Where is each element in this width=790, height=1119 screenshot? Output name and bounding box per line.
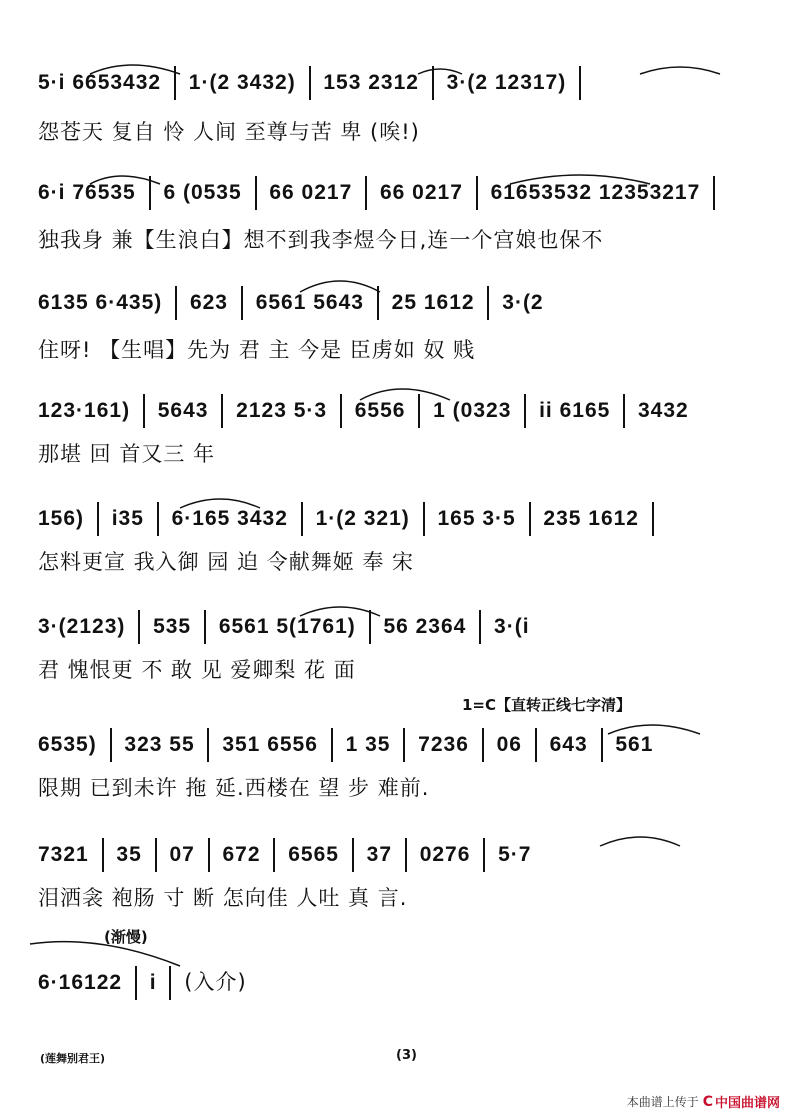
- measure: 07: [169, 842, 195, 866]
- page-number: (3): [396, 1048, 417, 1063]
- measure: 7236: [418, 732, 469, 756]
- lyric-line: 限期 已到未许 拖 延.西楼在 望 步 难前.: [38, 776, 430, 800]
- measure: 25 1612: [391, 290, 475, 314]
- measure: 66 0217: [269, 180, 353, 204]
- logo-mark-icon: C: [702, 1093, 713, 1110]
- measure: 165 3·5: [437, 506, 516, 530]
- measure: 6·16122: [38, 971, 123, 994]
- brand-name: 中国曲谱网: [714, 1096, 780, 1111]
- footer-title: (莲舞别君王): [40, 1052, 106, 1065]
- lyric-line: 君 愧恨更 不 敢 见 爱卿梨 花 面: [38, 658, 356, 682]
- lyric-line: 怎料更宣 我入御 园 迫 令献舞姬 奉 宋: [38, 550, 415, 574]
- measure: 1 (0323: [433, 398, 512, 422]
- measure: 535: [153, 614, 192, 638]
- measure: 35: [116, 842, 142, 866]
- measure: 5·7: [498, 842, 532, 866]
- measure: 235 1612: [543, 506, 639, 530]
- lyric-line: 那堪 回 首又三 年: [38, 442, 216, 466]
- measure: 643: [549, 732, 588, 756]
- measure: 156): [38, 506, 85, 530]
- measure: 37: [366, 842, 392, 866]
- lyric-line: 泪洒衾 袍肠 寸 断 怎向佳 人吐 真 言.: [38, 886, 408, 910]
- measure: 1·(2 3432): [188, 70, 296, 94]
- measure: 351 6556: [222, 732, 318, 756]
- measure: 3432: [638, 398, 689, 422]
- measure: 6561 5(1761): [218, 614, 356, 638]
- lyric-line: 独我身 兼【生浪白】想不到我李煜今日,连一个宫娘也保不: [38, 228, 604, 252]
- measure: 561: [615, 732, 654, 756]
- measure: 2123 5·3: [236, 398, 328, 422]
- measure: 623: [189, 290, 228, 314]
- tempo-annotation: (渐慢): [104, 928, 148, 946]
- measure: 3·(i: [494, 614, 530, 638]
- measure: 323 55: [124, 732, 195, 756]
- measure: 6565: [288, 842, 339, 866]
- measure: 61653532 12353217: [490, 180, 701, 204]
- measure: 6·i 76535: [38, 180, 136, 204]
- measure: 3·(2: [502, 290, 544, 314]
- upload-note: 本曲谱上传于: [626, 1095, 699, 1109]
- measure: 5643: [157, 398, 209, 422]
- measure: 123·161): [38, 398, 131, 422]
- measure: 5·i 6653432: [38, 70, 162, 94]
- measure: 66 0217: [379, 180, 463, 204]
- measure: 153 2312: [323, 70, 419, 94]
- measure: 3·(2123): [38, 614, 126, 638]
- measure: ii 6165: [539, 398, 611, 422]
- measure: 7321: [38, 842, 89, 866]
- measure: 6 (0535: [163, 180, 242, 204]
- measure: 6556: [354, 398, 406, 422]
- key-change-annotation: 1=C【直转正线七字清】: [462, 696, 632, 714]
- measure: 672: [222, 842, 261, 866]
- lyric-line: 怨苍天 复自 怜 人间 至尊与苦 卑 (唉!): [38, 120, 420, 144]
- measure: 6·165 3432: [171, 506, 288, 530]
- measure: 1·(2 321): [315, 506, 410, 530]
- lyric-line: 住呀! 【生唱】先为 君 主 今是 臣虏如 奴 贱: [38, 338, 476, 362]
- measure: 6135 6·435): [38, 290, 163, 314]
- measure: i: [149, 971, 157, 994]
- measure: 6535): [38, 732, 97, 756]
- entry-cue: (入介): [184, 970, 247, 994]
- measure: 0276: [419, 842, 471, 866]
- measure: 06: [496, 732, 522, 756]
- measure: 6561 5643: [255, 290, 364, 314]
- measure: 3·(2 12317): [446, 70, 567, 94]
- measure: 1 35: [345, 732, 391, 756]
- measure: i35: [111, 506, 144, 530]
- measure: 56 2364: [383, 614, 467, 638]
